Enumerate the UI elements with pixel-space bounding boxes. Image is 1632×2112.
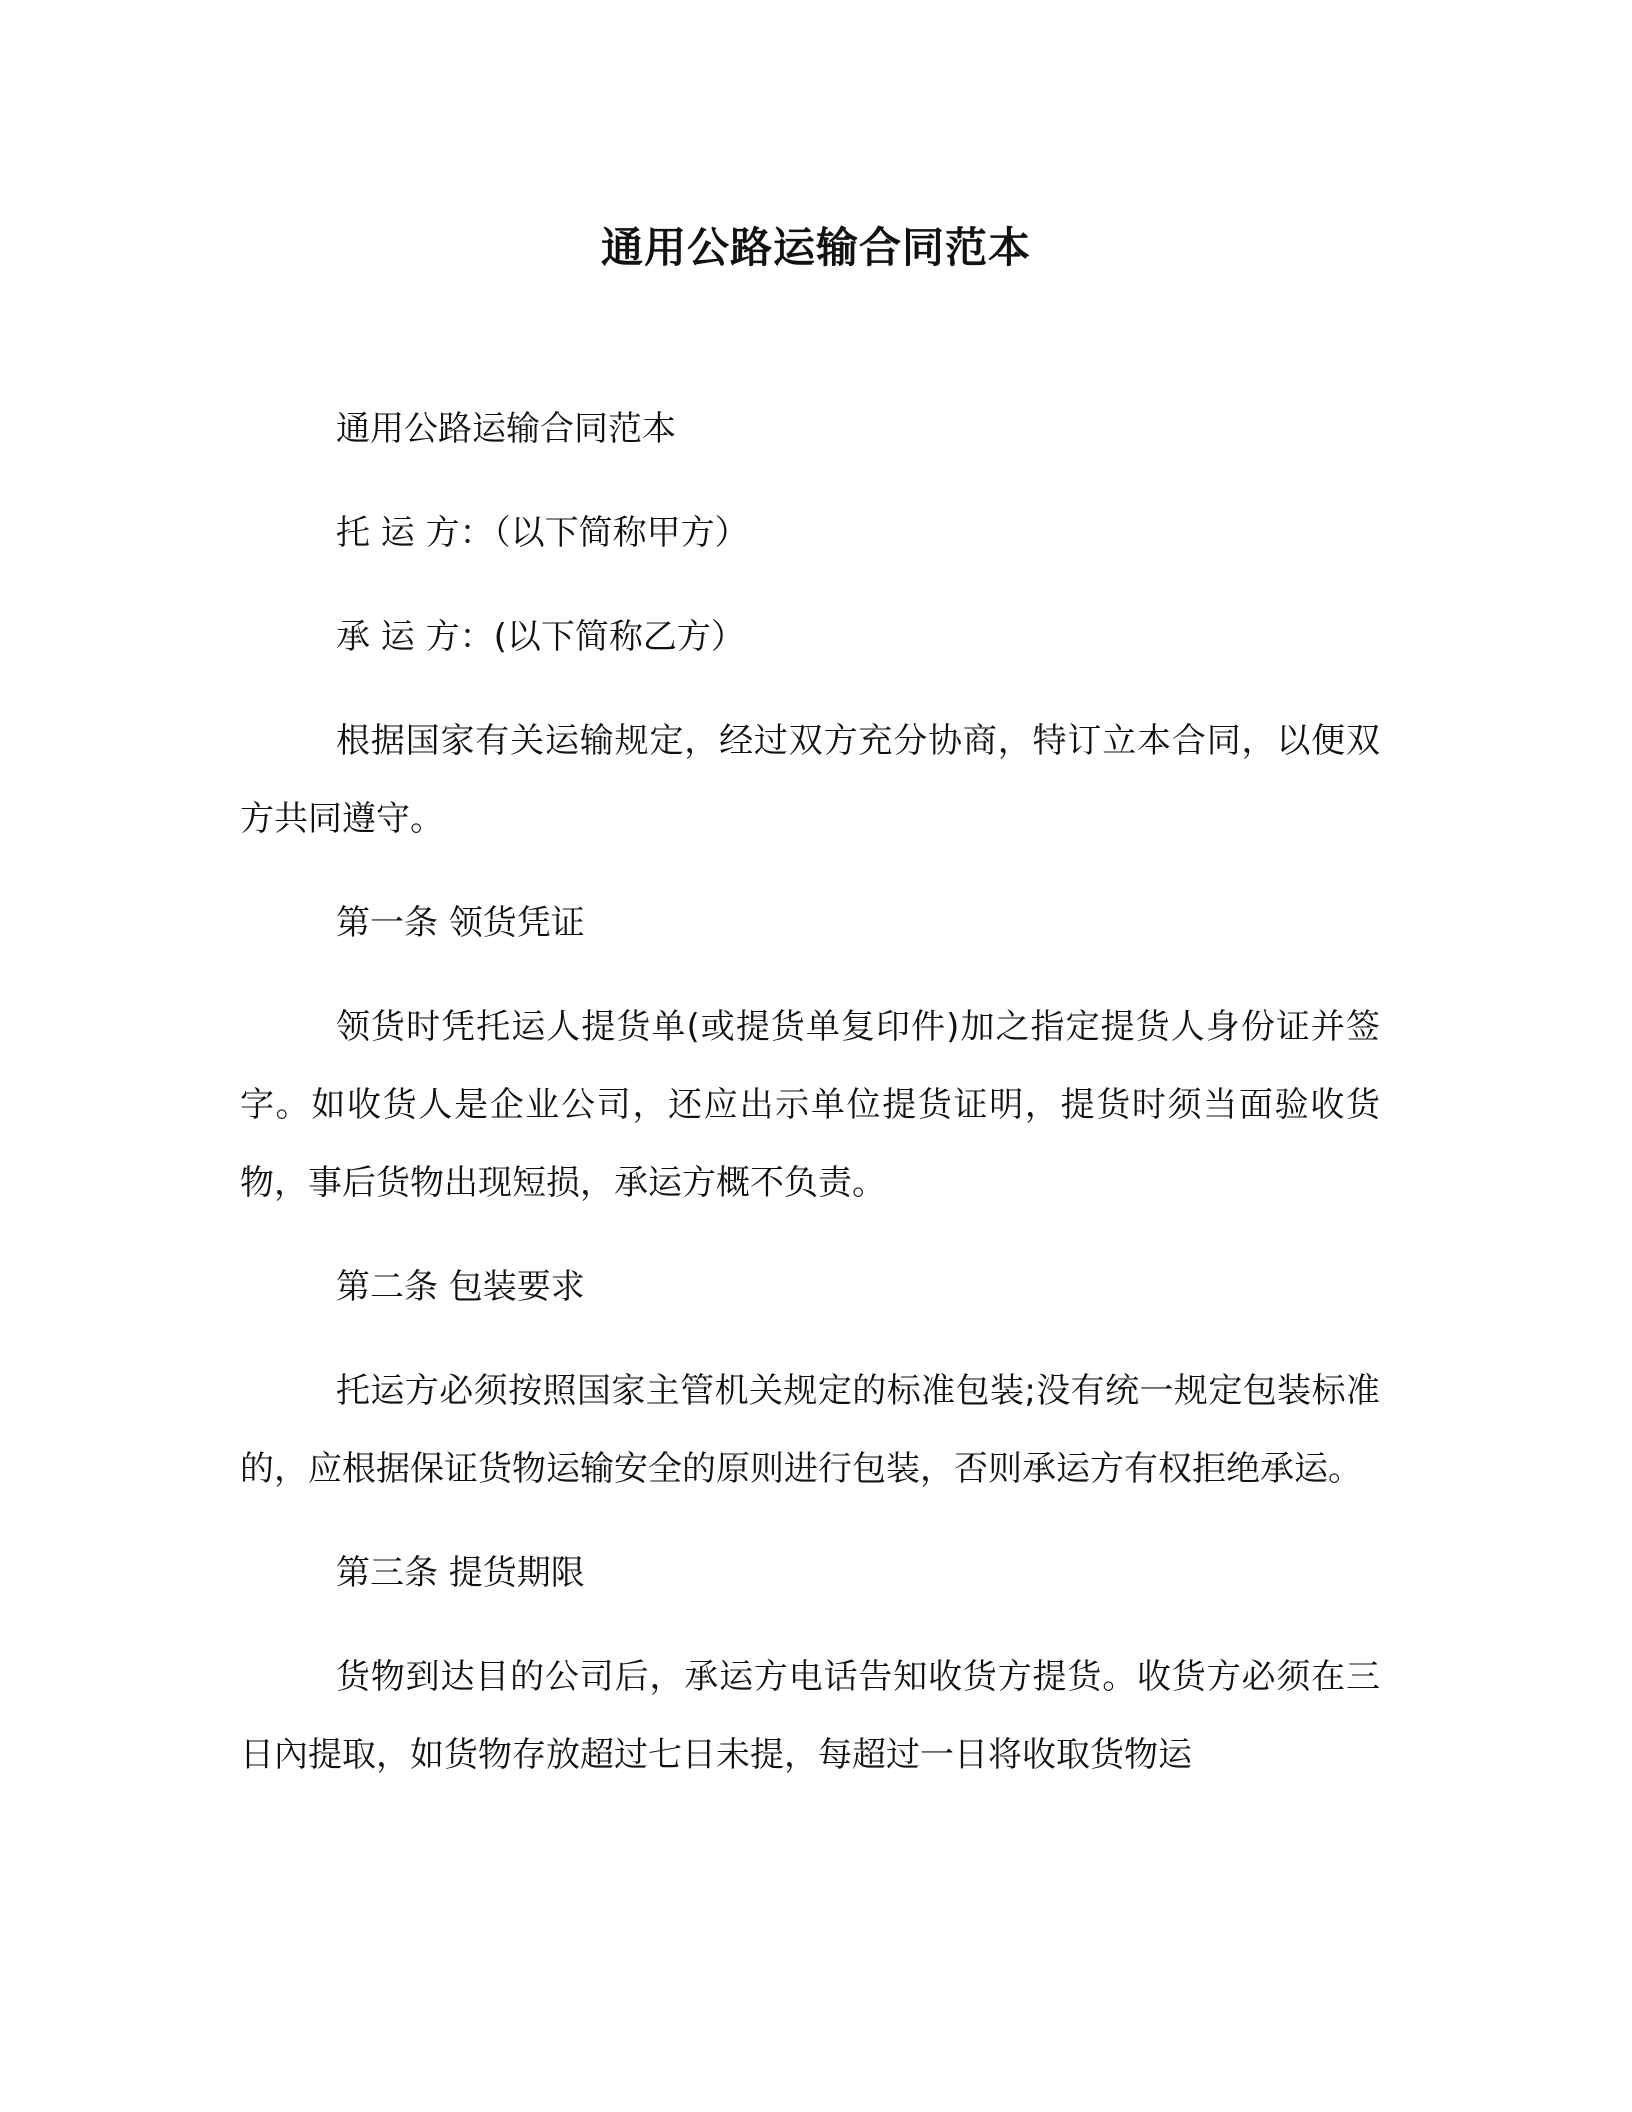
document-title: 通用公路运输合同范本	[600, 223, 1031, 272]
article-heading: 第二条 包装要求	[336, 1267, 585, 1307]
carrier-line: 承 运 方：(以下简称乙方）	[336, 617, 745, 657]
article-paragraph: 托运方必须按照国家主管机关规定的标准包装;没有统一规定包装标准的，应根据保证货物运输安全的原则进行包装，否则承运方有权拒绝承运。	[240, 1371, 1380, 1489]
shipper-line: 托 运 方：（以下简称甲方）	[336, 513, 749, 553]
article-paragraph: 货物到达目的公司后，承运方电话告知收货方提货。收货方必须在三日內提取，如货物存放超过七日未提，每超过一日将收取货物运	[240, 1657, 1380, 1775]
article-heading: 第一条 领货凭证	[336, 903, 585, 943]
document-body	[240, 390, 1380, 1820]
subtitle-paragraph: 通用公路运输合同范本	[336, 409, 676, 449]
preamble-paragraph: 根据国家有关运输规定，经过双方充分协商，特订立本合同，以便双方共同遵守。	[240, 721, 1380, 839]
article-heading: 第三条 提货期限	[336, 1553, 585, 1593]
article-paragraph: 领货时凭托运人提货单(或提货单复印件)加之指定提货人身份证并签字。如收货人是企业公司，还应出示单位提货证明，提货时须当面验收货物，事后货物出现短损，承运方概不负责。	[240, 1007, 1380, 1203]
